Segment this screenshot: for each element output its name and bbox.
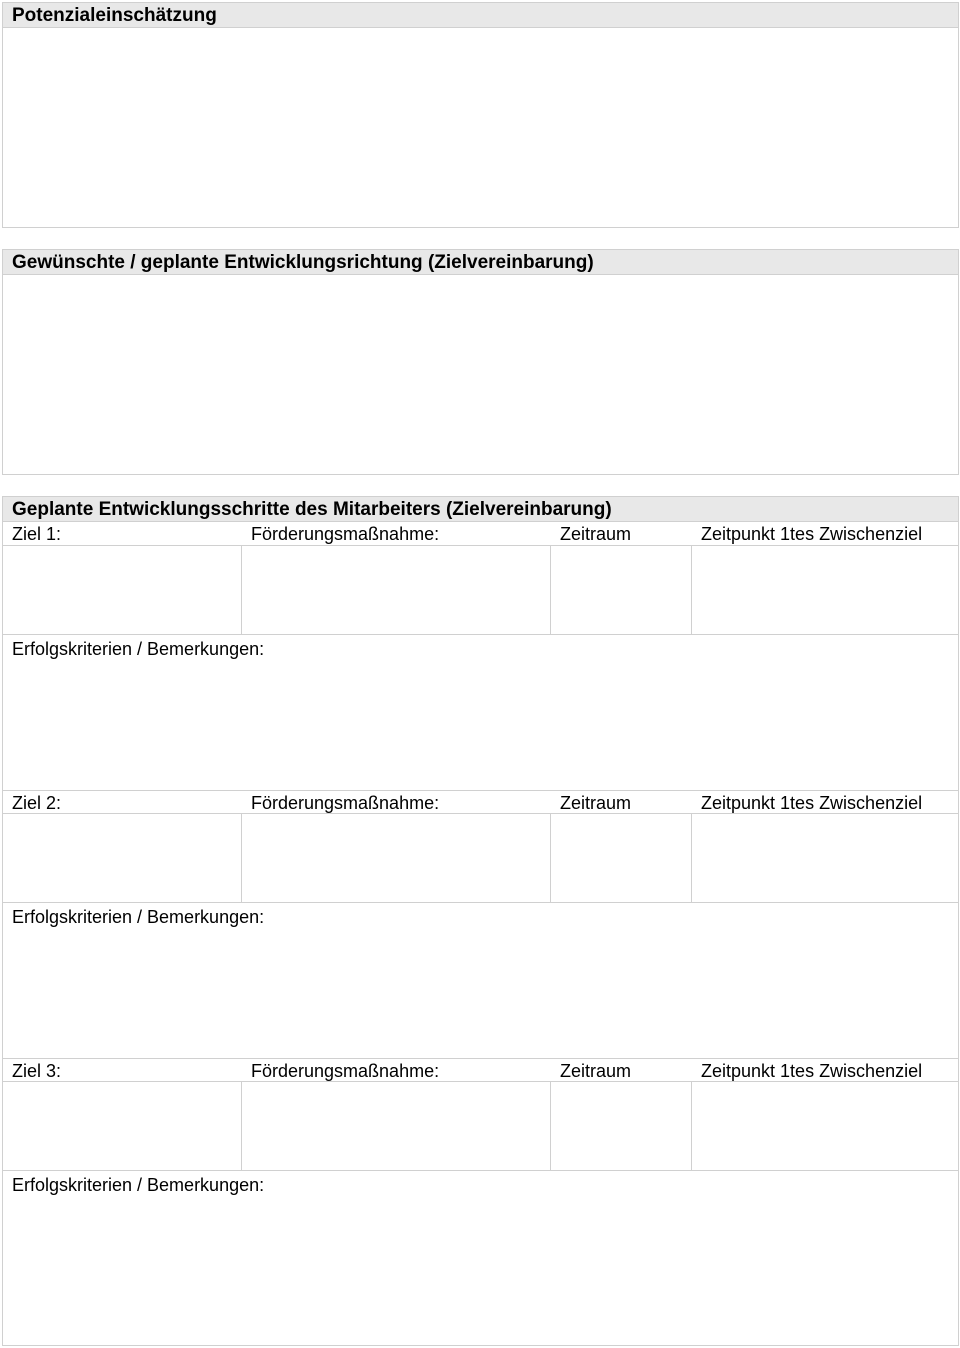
- goal-2-header-row: [3, 790, 958, 814]
- goal-3-remarks-label: Erfolgskriterien / Bemerkungen:: [12, 1175, 265, 1195]
- potential-section: [2, 2, 959, 228]
- goal-1-header-row: [3, 522, 958, 546]
- goal-3-measure-input[interactable]: [242, 1082, 551, 1170]
- goal-1-period-input[interactable]: [551, 546, 692, 634]
- goal-3-period-label: Zeitraum: [560, 1061, 632, 1081]
- goal-3-milestone-input[interactable]: [692, 1082, 958, 1170]
- goal-1-milestone-label: Zeitpunkt 1tes Zwischenziel: [701, 524, 923, 544]
- goal-2-label: Ziel 2:: [12, 793, 62, 813]
- steps-section: [2, 496, 959, 1346]
- goal-2-period-label: Zeitraum: [560, 793, 632, 813]
- potential-section-title: Potenzialeinschätzung: [3, 3, 958, 28]
- goal-1-measure-input[interactable]: [242, 546, 551, 634]
- goal-3-header-row: [3, 1058, 958, 1082]
- goal-2-measure-label: Förderungsmaßnahme:: [251, 793, 440, 813]
- goal-3-period-input[interactable]: [551, 1082, 692, 1170]
- direction-section: [2, 249, 959, 475]
- goal-1-input-row: [3, 546, 958, 635]
- goal-3-measure-label: Förderungsmaßnahme:: [251, 1061, 440, 1081]
- goal-3-input[interactable]: [3, 1082, 242, 1170]
- goal-1-remarks-area[interactable]: [3, 635, 958, 790]
- goal-1-remarks-label: Erfolgskriterien / Bemerkungen:: [12, 639, 265, 659]
- goal-2-period-input[interactable]: [551, 814, 692, 902]
- goal-2-remarks-area[interactable]: [3, 903, 958, 1058]
- goal-1-input[interactable]: [3, 546, 242, 634]
- goal-3-label: Ziel 3:: [12, 1061, 62, 1081]
- goal-2-milestone-input[interactable]: [692, 814, 958, 902]
- steps-section-title: Geplante Entwicklungsschritte des Mitarbeiters (Zielvereinbarung): [3, 497, 958, 522]
- goal-2-input-row: [3, 814, 958, 903]
- goal-1-label: Ziel 1:: [12, 524, 62, 544]
- goal-1-measure-label: Förderungsmaßnahme:: [251, 524, 440, 544]
- goal-2-milestone-label: Zeitpunkt 1tes Zwischenziel: [701, 793, 923, 813]
- goal-1-period-label: Zeitraum: [560, 524, 632, 544]
- goal-2-input[interactable]: [3, 814, 242, 902]
- goal-3-milestone-label: Zeitpunkt 1tes Zwischenziel: [701, 1061, 923, 1081]
- potential-text-area[interactable]: [3, 28, 958, 227]
- goal-1-milestone-input[interactable]: [692, 546, 958, 634]
- goal-3-remarks-area[interactable]: [3, 1171, 958, 1346]
- goal-2-remarks-label: Erfolgskriterien / Bemerkungen:: [12, 907, 265, 927]
- goal-2-measure-input[interactable]: [242, 814, 551, 902]
- direction-section-title: Gewünschte / geplante Entwicklungsrichtung (Zielvereinbarung): [3, 250, 958, 275]
- direction-text-area[interactable]: [3, 275, 958, 474]
- goal-3-input-row: [3, 1082, 958, 1171]
